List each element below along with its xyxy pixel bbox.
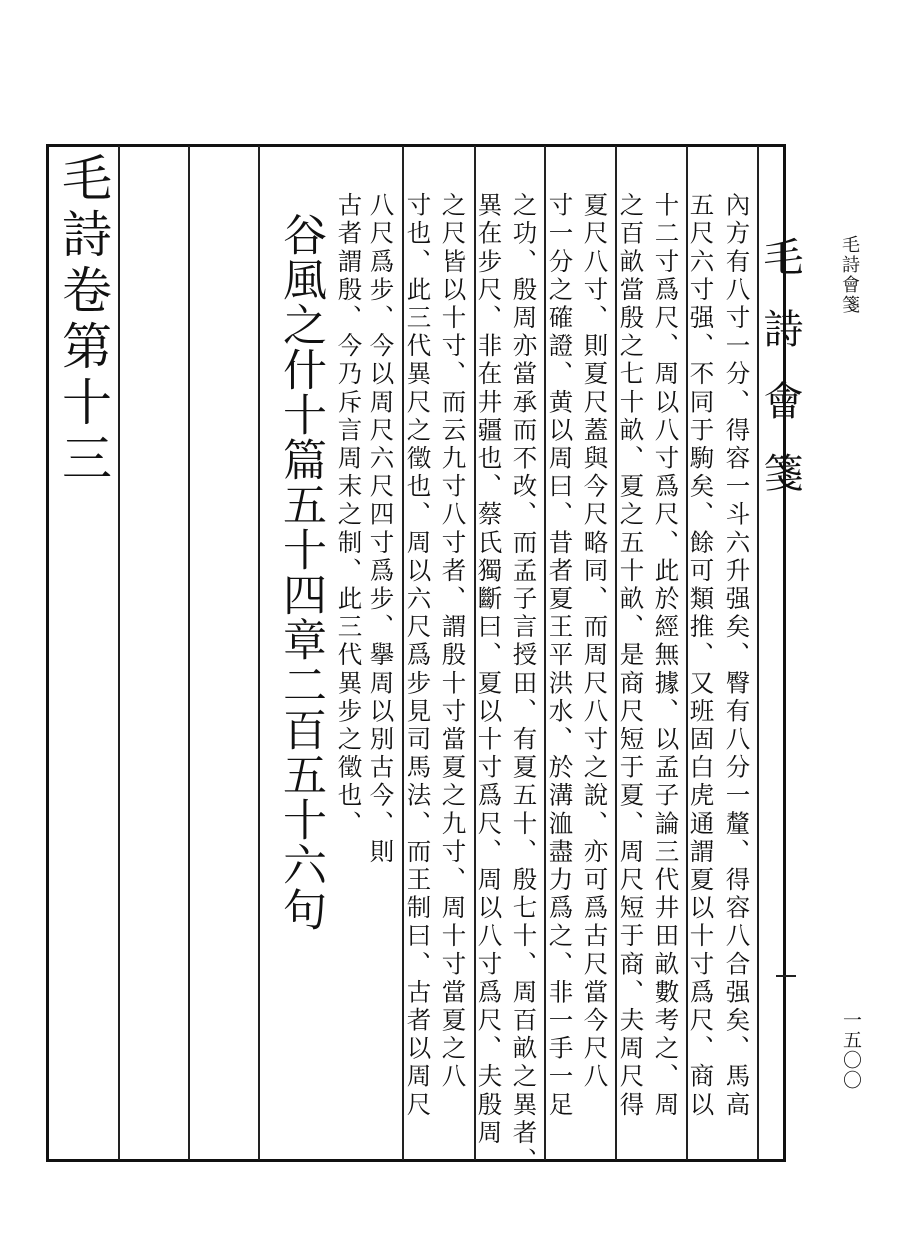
commentary-column: 寸一分之確證、黄以周曰、昔者夏王平洪水、於溝洫盡力爲之、非一手一足 [545,192,575,1120]
column-rule [258,146,260,1160]
commentary-column: 古者謂殷、今乃斥言周末之制、此三代異步之徵也、 [334,192,364,839]
commentary-column: 之尺皆以十寸、而云九寸八寸者、謂殷十寸當夏之九寸、周十寸當夏之八 [438,192,468,1092]
commentary-column: 之功、殷周亦當承而不改、而孟子言授田、有夏五十、殷七十、周百畝之異者、 [509,192,539,1176]
section-heading: 谷風之什十篇五十四章二百五十六句 [275,212,326,932]
commentary-column: 內方有八寸一分、得容一斗六升强矣、臀有八分一釐、得容八合强矣、馬高 [722,192,752,1120]
column-rule [188,146,190,1160]
column-rule [118,146,120,1160]
volume-title: 毛詩卷第十三 [54,152,112,488]
commentary-column: 夏尺八寸、則夏尺蓋與今尺略同、而周尺八寸之說、亦可爲古尺當今尺八 [580,192,610,1092]
commentary-column: 八尺爲步、今以周尺六尺四寸爲步、擧周以別古今、則 [366,192,396,867]
page-number: 一五〇〇 [840,1010,862,1090]
side-title: 毛詩會箋 [839,235,860,315]
commentary-column: 五尺六寸强、不同于駒矣、餘可類推、又班固白虎通謂夏以十寸爲尺、商以 [686,192,716,1120]
commentary-column: 之百畝當殷之七十畝、夏之五十畝、是商尺短于夏、周尺短于商、夫周尺得 [616,192,646,1120]
commentary-column: 異在步尺、非在井疆也、蔡氏獨斷曰、夏以十寸爲尺、周以八寸爲尺、夫殷周 [474,192,504,1148]
running-head: 毛詩會箋 [757,236,803,524]
margin-tick [776,975,796,977]
commentary-column: 十二寸爲尺、周以八寸爲尺、此於經無據、以孟子論三代井田畝數考之、周 [651,192,681,1120]
commentary-column: 寸也、此三代異尺之徵也、周以六尺爲步見司馬法、而王制曰、古者以周尺 [403,192,433,1120]
